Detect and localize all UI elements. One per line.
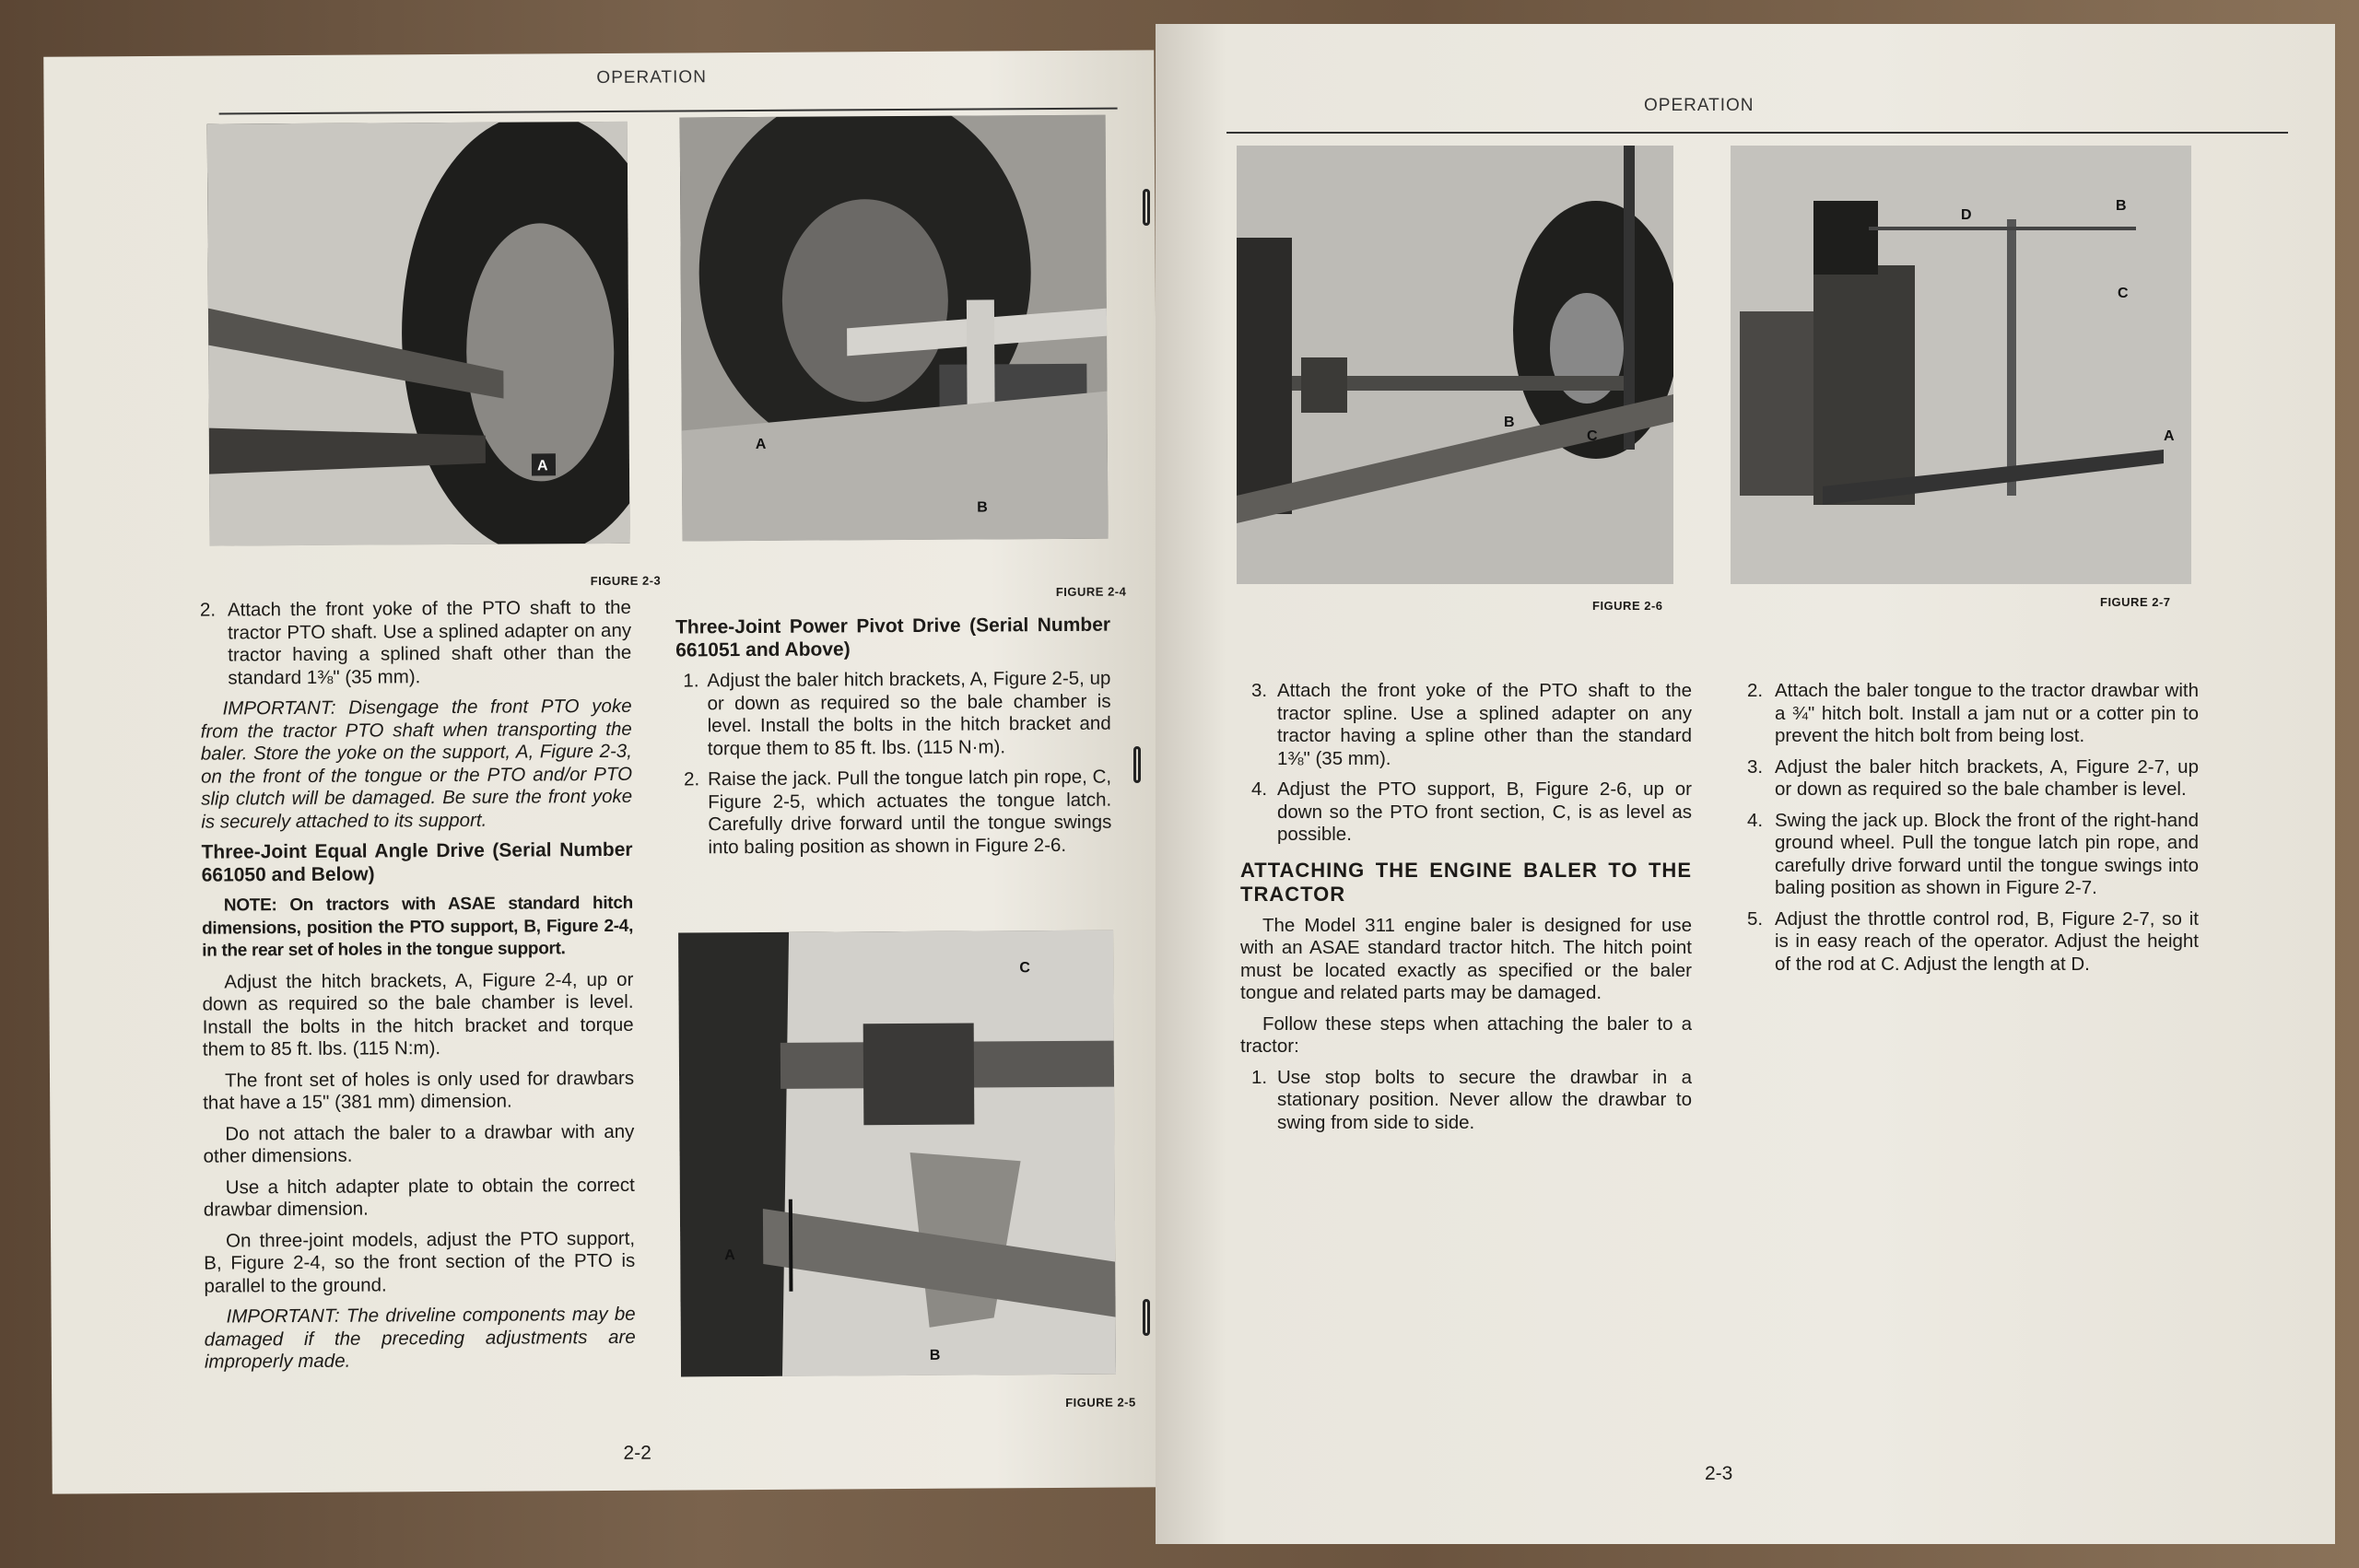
figure-caption: FIGURE 2-4 <box>1055 584 1127 599</box>
header-rule <box>1226 132 2288 134</box>
section-heading: Three-Joint Power Pivot Drive (Serial Number 661051 and Above) <box>675 614 1111 661</box>
figure-label: D <box>1961 207 1972 223</box>
text: Adjust the baler hitch brackets, A, Figure 2-7, up or down as required so the bale chamber is level. <box>1775 755 2199 800</box>
step-item <box>675 668 1111 769</box>
figure-caption: FIGURE 2-3 <box>590 573 662 589</box>
section-heading: Three-Joint Equal Angle Drive (Serial Number 661050 and Below) <box>201 838 633 886</box>
text: 5. <box>1747 907 1764 930</box>
figure-label: A <box>2164 428 2175 444</box>
figure-label: C <box>2118 286 2129 301</box>
section-heading: ATTACHING THE ENGINE BALER TO THE TRACTOR <box>1240 858 1692 906</box>
binding-ring <box>1143 1299 1150 1336</box>
text: Use a hitch adapter plate to obtain the correct drawbar dimension. <box>203 1174 635 1221</box>
text: 1. <box>1251 1066 1268 1088</box>
step-item <box>1240 778 1692 855</box>
figure-label: B <box>2116 198 2127 214</box>
text: 2. <box>199 599 217 621</box>
text: 3. <box>1251 680 1268 701</box>
text: Swing the jack up. Block the front of the right-hand ground wheel. Pull the tongue latch pin rope, and carefully drive forward until the tongue swings into baling position as shown in Figure 2-7. <box>1775 809 2199 898</box>
figure-label: C <box>1019 960 1030 977</box>
step-item <box>1240 1067 1692 1143</box>
text: On three-joint models, adjust the PTO support, B, Figure 2-4, so the front section of the PTO is parallel to the ground. <box>204 1227 636 1297</box>
left-column <box>200 597 636 1382</box>
text: 4. <box>1747 809 1764 831</box>
figure-2-7-photo <box>1731 146 2191 584</box>
figure-label: C <box>1587 428 1598 444</box>
figure-2-6-photo <box>1237 146 1673 584</box>
important-note: IMPORTANT: Disengage the front PTO yoke from the tractor PTO shaft when transporting the baler. Store the yoke on the support, A, Figure 2-3, on the front of the tongue or the PTO and/or PTO slip clutch will be damaged. Be sure the front yoke is securely attached to its support. <box>200 695 633 833</box>
figure-2-5-photo <box>678 930 1116 1377</box>
figure-caption: FIGURE 2-7 <box>2100 595 2171 609</box>
binding-ring <box>1133 746 1141 783</box>
step-item <box>1240 680 1692 778</box>
text: Use stop bolts to secure the drawbar in a stationary position. Never allow the drawbar to swing from side to side. <box>1277 1066 1692 1133</box>
step-item <box>1742 908 2199 985</box>
text: Attach the front yoke of the PTO shaft to the tractor spline. Use a splined adapter on any tractor having a spline other than the standard 1⅜" (35 mm). <box>1277 680 1692 769</box>
text: Attach the baler tongue to the tractor drawbar with a ¾" hitch bolt. Install a jam nut or a cotter pin to prevent the hitch bolt from being lost. <box>1775 680 2199 746</box>
figure-label: A <box>536 458 548 474</box>
left-page <box>43 50 1163 1493</box>
page-header: OPERATION <box>596 67 707 88</box>
text: The Model 311 engine baler is designed for use with an ASAE standard tractor hitch. The hitch point must be located exactly as specified or the baler tongue and related parts may be damaged. <box>1240 914 1692 1003</box>
step-item <box>1742 756 2199 810</box>
note: NOTE: On tractors with ASAE standard hitch dimensions, position the PTO support, B, Figure 2-4, in the rear set of holes in the tongue support. <box>201 893 634 961</box>
text: The front set of holes is only used for drawbars that have a 15" (381 mm) dimension. <box>203 1067 635 1114</box>
text: 1. <box>683 670 699 692</box>
text: Raise the jack. Pull the tongue latch pin rope, C, Figure 2-5, which actuates the tongue latch. Carefully drive forward until the tongue swings into baling position as shown in Figure 2-6. <box>707 766 1112 858</box>
right-page <box>1156 24 2335 1544</box>
figure-label: B <box>929 1347 941 1363</box>
text: Follow these steps when attaching the baler to a tractor: <box>1240 1012 1692 1057</box>
figure-label: B <box>977 499 988 516</box>
step-item <box>1742 810 2199 908</box>
step-item <box>1742 680 2199 756</box>
binding-ring <box>1143 189 1150 226</box>
figure-2-3-photo <box>207 122 630 546</box>
text: Adjust the hitch brackets, A, Figure 2-4, up or down as required so the bale chamber is level. Install the bolts in the hitch bracket and torque them to 85 ft. lbs. (115 N:m). <box>202 968 634 1060</box>
right-column-2 <box>1742 680 2199 984</box>
page-header: OPERATION <box>1644 96 1755 115</box>
text: 4. <box>1251 778 1268 800</box>
header-rule <box>219 108 1118 115</box>
figure-caption: FIGURE 2-5 <box>1065 1395 1136 1410</box>
text: Adjust the baler hitch brackets, A, Figure 2-5, up or down as required so the bale chamber is level. Install the bolts in the hitch bracket and torque them to 85 ft. lbs. (115 N·m). <box>707 667 1111 759</box>
text: Adjust the throttle control rod, B, Figure 2-7, so it is in easy reach of the operator. Adjust the height of the rod at C. Adjust the length at D. <box>1775 907 2199 975</box>
important-note: IMPORTANT: The driveline components may be damaged if the preceding adjustments are improperly made. <box>204 1303 636 1373</box>
right-column-1 <box>1240 680 1692 1142</box>
text: 2. <box>1747 680 1764 701</box>
step-item <box>676 766 1112 868</box>
text: Do not attach the baler to a drawbar with any other dimensions. <box>203 1120 635 1167</box>
figure-label: A <box>724 1247 735 1264</box>
text: 2. <box>683 768 700 790</box>
figure-label: A <box>755 436 767 452</box>
page-number: 2-3 <box>1705 1463 1733 1484</box>
figure-label: B <box>1504 415 1515 430</box>
middle-column <box>675 614 1112 868</box>
figure-caption: FIGURE 2-6 <box>1592 599 1663 613</box>
text: Adjust the PTO support, B, Figure 2-6, up or down so the PTO front section, C, is as level as possible. <box>1277 778 1692 845</box>
step-text: Attach the front yoke of the PTO shaft to the tractor PTO shaft. Use a splined adapter on any tractor having a splined shaft other than the standard 1⅜" (35 mm). <box>227 596 632 688</box>
page-number: 2-2 <box>623 1442 651 1464</box>
figure-2-4-photo <box>680 115 1109 542</box>
text: 3. <box>1747 755 1764 778</box>
